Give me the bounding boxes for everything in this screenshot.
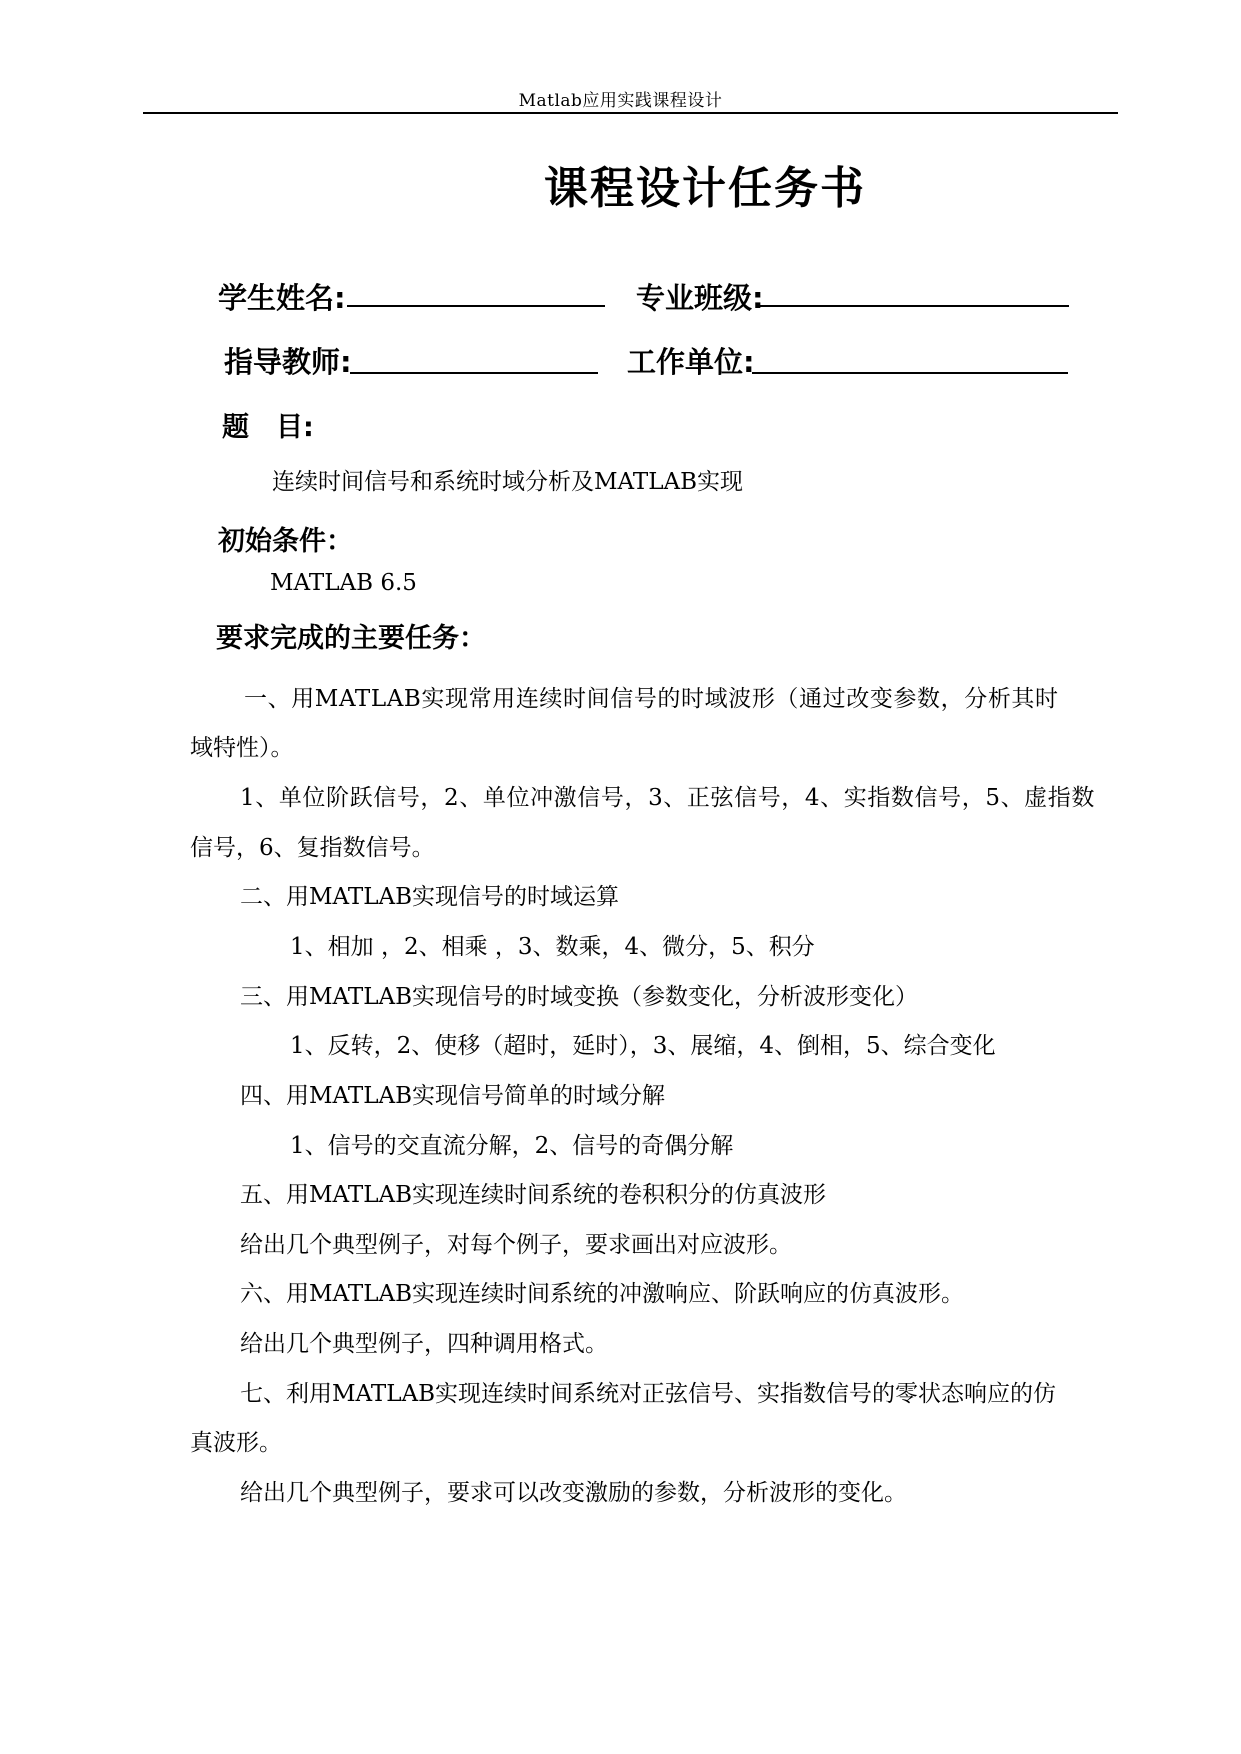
task-line: 给出几个典型例子，四种调用格式。	[240, 1331, 608, 1357]
unit-blank	[752, 372, 1068, 374]
student-name-label: 学生姓名:	[218, 281, 346, 315]
task-line: 六、用MATLAB实现连续时间系统的冲激响应、阶跃响应的仿真波形。	[240, 1281, 965, 1307]
header-rule	[143, 112, 1118, 114]
initial-conditions-label: 初始条件：	[218, 526, 353, 557]
task-line: 给出几个典型例子，要求可以改变激励的参数，分析波形的变化。	[240, 1480, 907, 1506]
running-header: Matlab应用实践课程设计	[518, 91, 723, 111]
task-line: 给出几个典型例子，对每个例子，要求画出对应波形。	[240, 1232, 792, 1258]
task-line: 七、利用MATLAB实现连续时间系统对正弦信号、实指数信号的零状态响应的仿	[240, 1381, 1057, 1407]
initial-conditions-text: MATLAB 6.5	[270, 570, 417, 596]
task-line: 域特性）。	[190, 735, 294, 761]
task-line: 五、用MATLAB实现连续时间系统的卷积积分的仿真波形	[240, 1182, 827, 1208]
task-line: 二、用MATLAB实现信号的时域运算	[240, 884, 620, 910]
unit-label: 工作单位:	[627, 345, 755, 379]
teacher-label: 指导教师:	[224, 345, 352, 379]
task-line: 信号，6、复指数信号。	[190, 835, 435, 861]
topic-label: 题 目:	[222, 412, 314, 443]
task-line: 四、用MATLAB实现信号简单的时域分解	[240, 1083, 666, 1109]
class-blank	[757, 305, 1069, 307]
task-line: 一、用MATLAB实现常用连续时间信号的时域波形（通过改变参数，分析其时	[244, 686, 1059, 712]
task-line: 1、信号的交直流分解，2、信号的奇偶分解	[290, 1133, 734, 1159]
task-line: 三、用MATLAB实现信号的时域变换（参数变化，分析波形变化）	[240, 984, 919, 1010]
topic-text: 连续时间信号和系统时域分析及MATLAB实现	[272, 469, 744, 495]
task-line: 真波形。	[190, 1430, 282, 1456]
task-line: 1、反转，2、使移（超时，延时），3、展缩，4、倒相，5、综合变化	[290, 1033, 996, 1059]
teacher-blank	[350, 372, 598, 374]
task-line: 1、单位阶跃信号，2、单位冲激信号，3、正弦信号，4、实指数信号，5、虚指数	[240, 785, 1095, 811]
class-label: 专业班级:	[636, 281, 764, 315]
document-title: 课程设计任务书	[544, 163, 866, 214]
tasks-label: 要求完成的主要任务：	[216, 623, 486, 654]
student-name-blank	[347, 305, 605, 307]
task-line: 1、相加 ，2、相乘 ，3、数乘，4、微分，5、积分	[290, 934, 815, 960]
